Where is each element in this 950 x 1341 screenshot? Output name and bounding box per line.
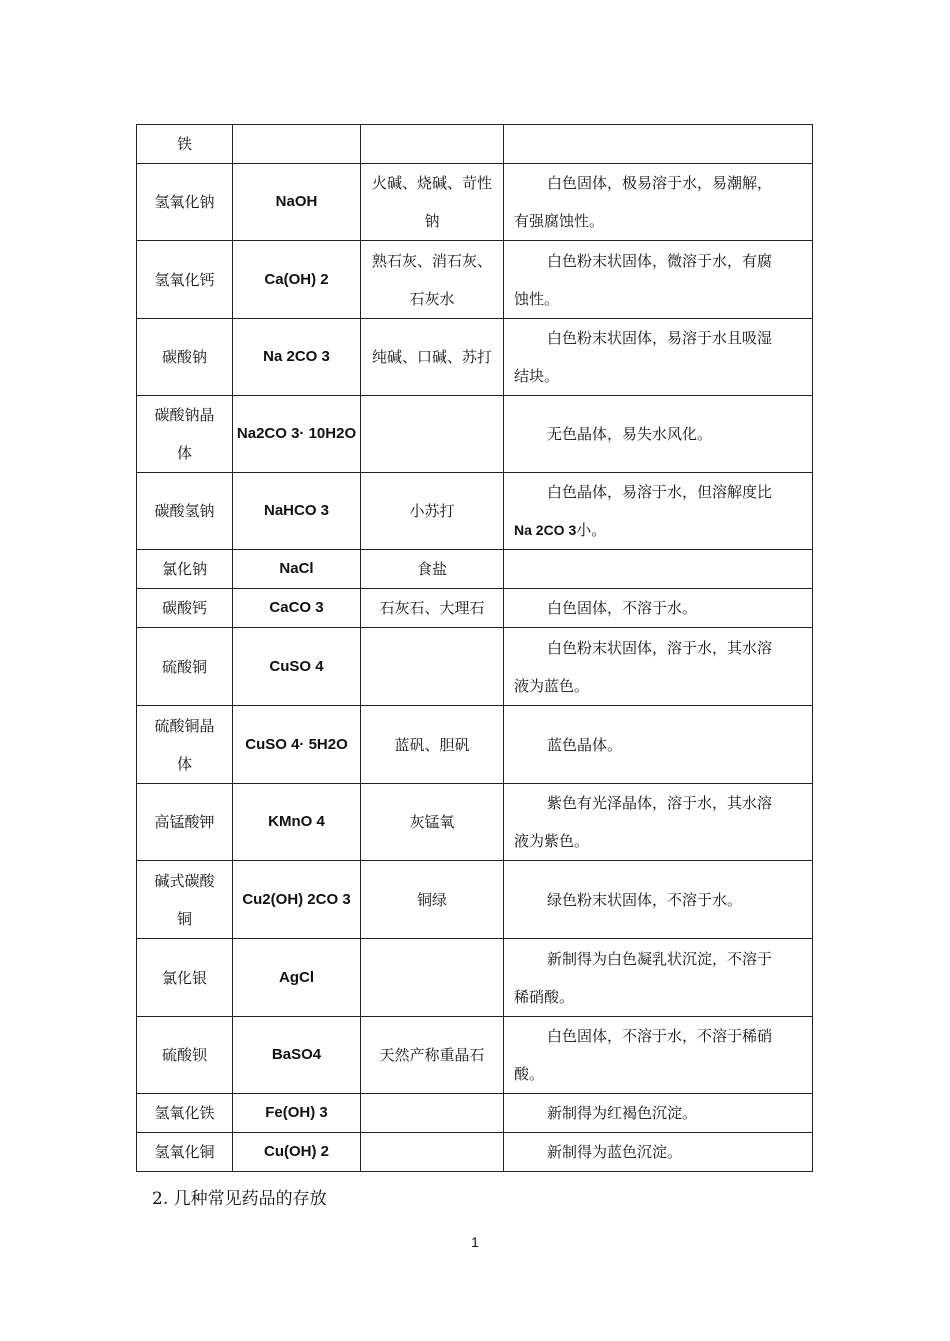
cell-common-name: 石灰石、大理石 — [361, 589, 504, 628]
cell-properties — [504, 125, 813, 164]
properties-text: 酸。 — [514, 1065, 545, 1083]
properties-line-2 — [514, 357, 806, 395]
properties-line-2 — [514, 202, 806, 240]
properties-text: 小。 — [576, 521, 607, 539]
cell-formula: CuSO 4· 5H2O — [233, 706, 361, 784]
section-heading: 2. 几种常见药品的存放 — [152, 1189, 327, 1209]
cell-properties — [504, 1133, 813, 1172]
properties-line-1: 新制得为蓝色沉淀。 — [547, 1143, 683, 1161]
table-row — [137, 861, 813, 939]
properties-text: 液为紫色。 — [514, 832, 590, 850]
cell-formula: Na 2CO 3 — [233, 319, 361, 396]
cell-properties — [504, 241, 813, 319]
cell-common-name — [361, 1094, 504, 1133]
cell-properties — [504, 319, 813, 396]
cell-common-name: 天然产称重晶石 — [361, 1017, 504, 1094]
properties-line-1: 绿色粉末状固体，不溶于水。 — [547, 890, 743, 909]
cell-name: 铁 — [137, 125, 233, 164]
properties-line-1: 白色粉末状固体，溶于水，其水溶 — [547, 638, 773, 657]
cell-common-name — [361, 396, 504, 473]
cell-properties — [504, 396, 813, 473]
table-row — [137, 589, 813, 628]
properties-text: 结块。 — [514, 367, 560, 385]
cell-formula: Cu2(OH) 2CO 3 — [233, 861, 361, 939]
properties-text: 蚀性。 — [514, 289, 560, 308]
table-row — [137, 1094, 813, 1133]
cell-name: 氯化银 — [137, 939, 233, 1017]
cell-common-name: 熟石灰、消石灰、石灰水 — [361, 241, 504, 319]
cell-name: 碳酸钙 — [137, 589, 233, 628]
properties-line-1: 新制得为红褐色沉淀。 — [547, 1104, 698, 1122]
properties-line-1: 白色晶体，易溶于水，但溶解度比 — [547, 483, 773, 501]
cell-formula: Na2CO 3· 10H2O — [233, 396, 361, 473]
table-row — [137, 164, 813, 241]
cell-formula: CaCO 3 — [233, 589, 361, 628]
properties-line-2 — [514, 978, 806, 1016]
chemical-properties-table — [136, 124, 813, 1172]
cell-formula: BaSO4 — [233, 1017, 361, 1094]
properties-line-1: 无色晶体，易失水风化。 — [547, 425, 713, 443]
cell-name: 氢氧化铁 — [137, 1094, 233, 1133]
table-row — [137, 473, 813, 550]
cell-common-name — [361, 1133, 504, 1172]
properties-formula: Na 2CO 3 — [514, 522, 577, 538]
table-body — [137, 125, 813, 1172]
table-row — [137, 1017, 813, 1094]
cell-properties — [504, 784, 813, 861]
cell-name: 硫酸铜 — [137, 628, 233, 706]
properties-line-1: 蓝色晶体。 — [547, 735, 623, 754]
cell-formula: Cu(OH) 2 — [233, 1133, 361, 1172]
table-row — [137, 706, 813, 784]
properties-line-1: 白色粉末状固体，微溶于水，有腐 — [547, 251, 773, 270]
cell-properties — [504, 1017, 813, 1094]
properties-line-2 — [514, 280, 806, 318]
cell-properties — [504, 589, 813, 628]
cell-formula: Ca(OH) 2 — [233, 241, 361, 319]
cell-name: 硫酸钡 — [137, 1017, 233, 1094]
properties-line-2 — [514, 822, 806, 860]
table-row — [137, 1133, 813, 1172]
cell-formula: KMnO 4 — [233, 784, 361, 861]
properties-line-1: 白色固体，不溶于水，不溶于稀硝 — [547, 1027, 773, 1045]
cell-common-name: 纯碱、口碱、苏打 — [361, 319, 504, 396]
cell-common-name: 蓝矾、胆矾 — [361, 706, 504, 784]
cell-formula — [233, 125, 361, 164]
table-row — [137, 319, 813, 396]
cell-name: 碳酸钠 — [137, 319, 233, 396]
properties-line-2 — [514, 667, 806, 705]
cell-name: 硫酸铜晶体 — [137, 706, 233, 784]
properties-line-1: 白色固体，不溶于水。 — [547, 599, 698, 617]
cell-name: 氢氧化钙 — [137, 241, 233, 319]
properties-line-1: 紫色有光泽晶体，溶于水，其水溶 — [547, 794, 773, 812]
properties-text: 有强腐蚀性。 — [514, 212, 605, 230]
cell-formula: NaHCO 3 — [233, 473, 361, 550]
cell-properties — [504, 861, 813, 939]
properties-line-1: 新制得为白色凝乳状沉淀，不溶于 — [547, 949, 773, 968]
cell-name: 碳酸钠晶体 — [137, 396, 233, 473]
properties-text: 稀硝酸。 — [514, 987, 575, 1006]
table-row — [137, 628, 813, 706]
cell-common-name: 灰锰氧 — [361, 784, 504, 861]
cell-name: 氢氧化铜 — [137, 1133, 233, 1172]
cell-name: 高锰酸钾 — [137, 784, 233, 861]
cell-formula: NaOH — [233, 164, 361, 241]
cell-properties — [504, 628, 813, 706]
cell-properties — [504, 939, 813, 1017]
cell-formula: CuSO 4 — [233, 628, 361, 706]
cell-formula: Fe(OH) 3 — [233, 1094, 361, 1133]
cell-name: 碱式碳酸铜 — [137, 861, 233, 939]
cell-common-name — [361, 939, 504, 1017]
cell-common-name: 铜绿 — [361, 861, 504, 939]
properties-line-1: 白色固体，极易溶于水，易潮解， — [547, 174, 773, 192]
cell-name: 氯化钠 — [137, 550, 233, 589]
properties-text: 液为蓝色。 — [514, 676, 590, 695]
cell-properties — [504, 706, 813, 784]
table-row — [137, 784, 813, 861]
page-number: 1 — [471, 1234, 479, 1250]
table-row — [137, 550, 813, 589]
cell-name: 碳酸氢钠 — [137, 473, 233, 550]
cell-properties — [504, 550, 813, 589]
cell-formula: AgCl — [233, 939, 361, 1017]
cell-common-name: 火碱、烧碱、苛性钠 — [361, 164, 504, 241]
properties-line-2 — [514, 511, 806, 549]
cell-properties — [504, 164, 813, 241]
cell-common-name — [361, 628, 504, 706]
cell-formula: NaCl — [233, 550, 361, 589]
cell-common-name — [361, 125, 504, 164]
table-row — [137, 125, 813, 164]
cell-properties — [504, 473, 813, 550]
table-row — [137, 939, 813, 1017]
cell-name: 氢氧化钠 — [137, 164, 233, 241]
properties-line-2 — [514, 1055, 806, 1093]
table-row — [137, 396, 813, 473]
cell-common-name: 小苏打 — [361, 473, 504, 550]
properties-line-1: 白色粉末状固体，易溶于水且吸湿 — [547, 329, 773, 347]
cell-common-name: 食盐 — [361, 550, 504, 589]
cell-properties — [504, 1094, 813, 1133]
table-row — [137, 241, 813, 319]
